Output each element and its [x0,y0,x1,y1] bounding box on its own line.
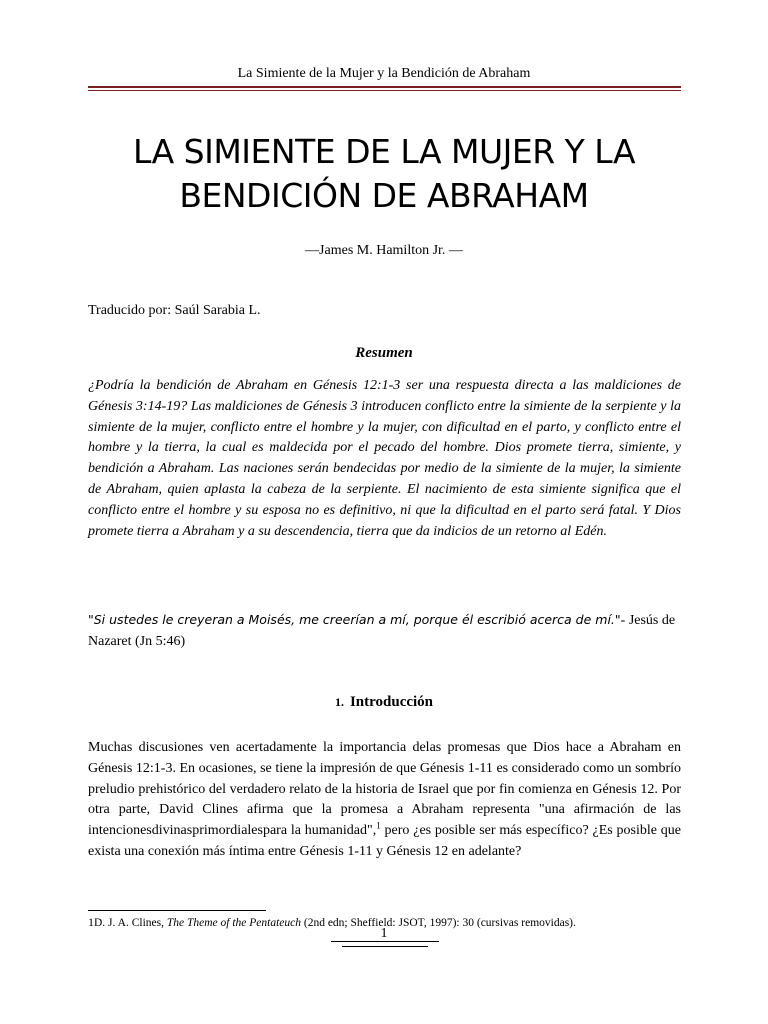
footnote-separator [88,910,266,911]
page-number: 1 [380,926,388,941]
header-rule-thick [88,86,681,88]
epigraph-attribution: - Jesús de Nazaret (Jn 5:46) [88,613,676,649]
abstract-heading: Resumen [355,345,413,361]
running-header: La Simiente de la Mujer y la Bendición de Abraham [237,66,531,81]
author-line: —James M. Hamilton Jr. — [305,243,463,258]
abstract-text: ¿Podría la bendición de Abraham en Génesis 12:1-3 ser una respuesta directa a las maldiciones de Génesis 3:14-19? Las maldiciones de Génesis 3 introducen conflicto entre la simiente de la serpiente y la simiente de la mujer, conflicto entre el hombre y la mujer, con dificultad en el parto, y conflicto entre el hombre y la tierra, la cual es maldecida por el pecado del hombre. Dios promete tierra, simiente, y bendición a Abraham. Las naciones serán bendecidas por medio de la simiente de la mujer, la simiente de Abraham, quien aplasta la cabeza de la serpiente. El nacimiento de esta simiente significa que el conflicto entre el hombre y su esposa no es definitivo, ni que la dificultad en el parto será fatal. Y Dios promete tierra a Abraham y a su descendencia, tierra que da indicios de un retorno al Edén. [88,378,681,539]
body-text-part-2: pero ¿es posible ser más específico? ¿Es posible que exista una conexión más íntima entre Génesis 1-11 y Génesis 12 en adelante? [88,823,681,859]
body-text-part-1: Muchas discusiones ven acertadamente la importancia delas promesas que Dios hace a Abraham en Génesis 12:1-3. En ocasiones, se tiene la impresión de que Génesis 1-11 es considerado como un sombrío preludio prehistórico del verdadero relato de la historia de Israel que por fin comienza en Génesis 12. Por otra parte, David Clines afirma que la promesa a Abraham representa "una afirmación de las intencionesdivinasprimordialespara la humanidad", [88,740,681,839]
footnote-work-title: The Theme of the Pentateuch [166,917,301,929]
translator-credit: Traducido por: Saúl Sarabia L. [88,303,261,318]
footnote-details: (2nd edn; Sheffield: JSOT, 1997): 30 (cursivas removidas). [300,917,576,929]
footnote-reference[interactable]: 1 [376,820,381,831]
footer-rule-lower [342,946,428,947]
section-heading [0,694,768,711]
epigraph [88,609,681,652]
footnote-author: D. J. A. Clines, [94,917,167,929]
footnote-mark: 1 [88,915,94,929]
title-line-1: LA SIMIENTE DE LA MUJER Y LA [132,132,636,171]
epigraph-quote: "Si ustedes le creyeran a Moisés, me creerían a mí, porque él escribió acerca de mí." [88,612,621,627]
header-rule-thin [88,90,681,91]
body-paragraph [88,738,681,863]
document-title [0,130,768,218]
section-number: 1. [334,695,344,709]
section-title: Introducción [349,694,434,710]
title-line-2: BENDICIÓN DE ABRAHAM [179,176,589,215]
